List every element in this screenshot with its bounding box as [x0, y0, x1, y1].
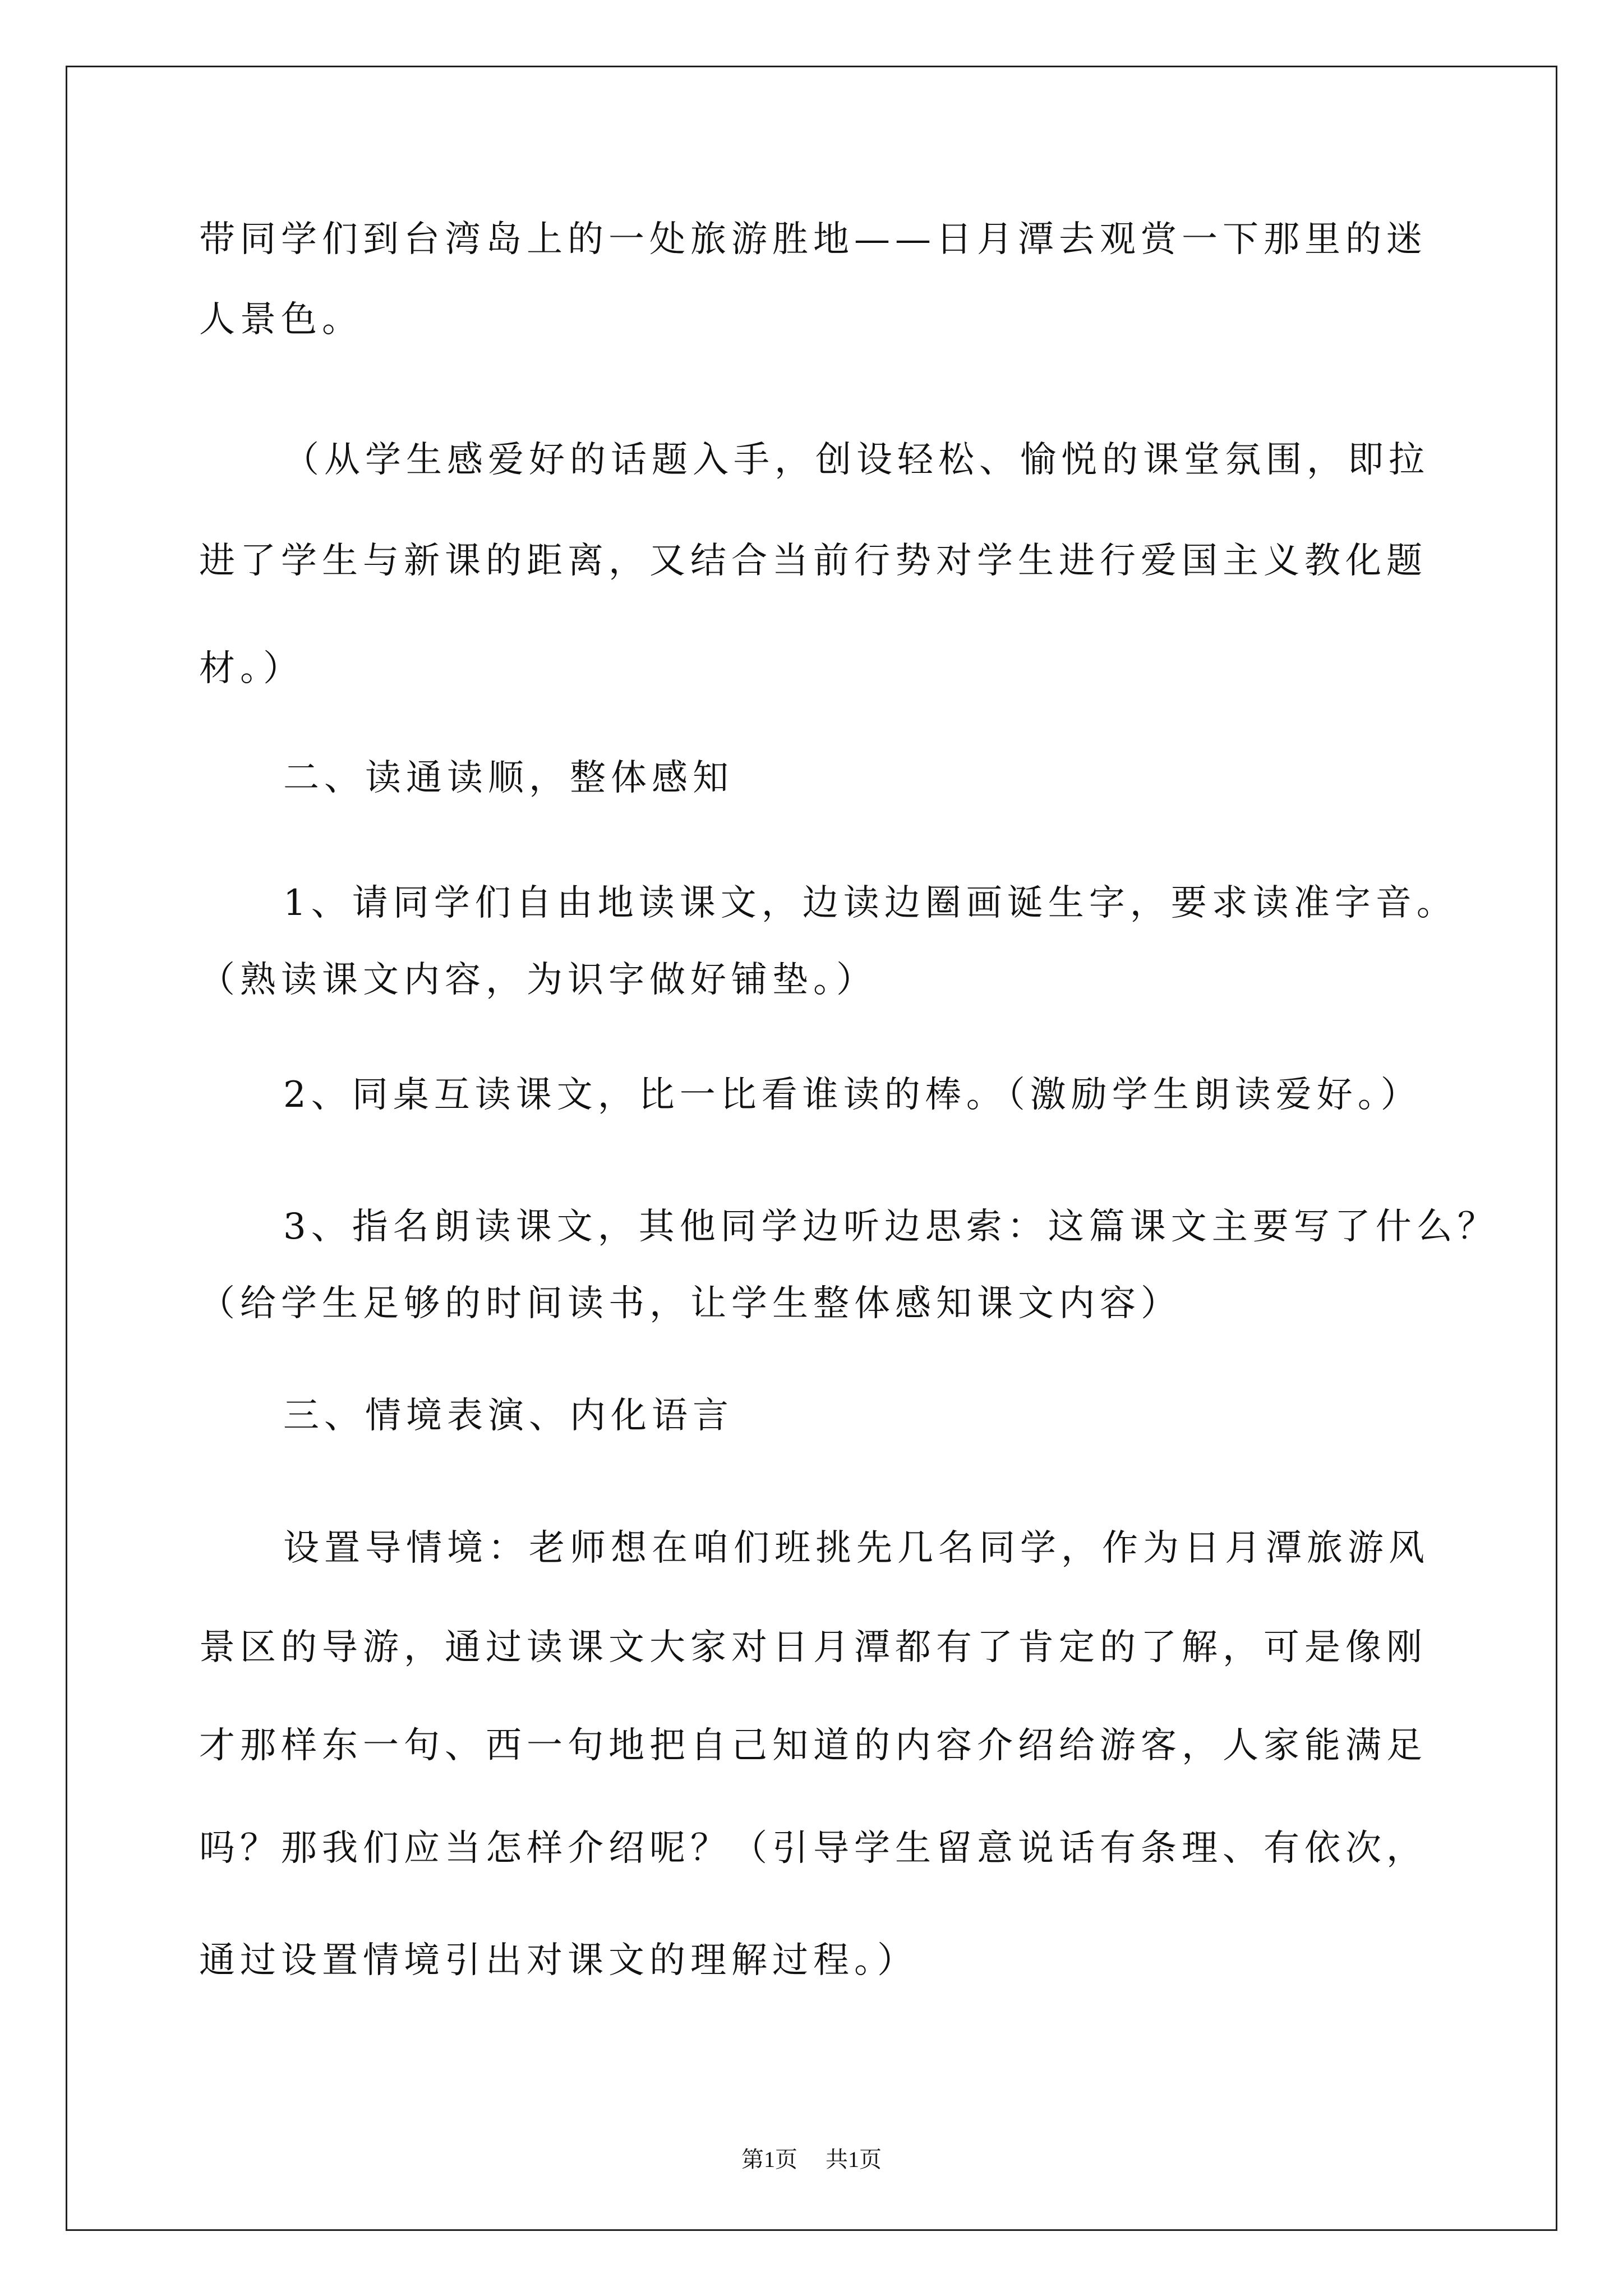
section-heading: 二、读通读顺，整体感知: [283, 757, 734, 799]
page-number: 第1页: [741, 2147, 797, 2172]
text-line: 景区的导游，通过读课文大家对日月潭都有了肯定的了解，可是像刚: [199, 1627, 1427, 1668]
text-line: 材。）: [199, 648, 304, 689]
text-line: 才那样东一句、西一句地把自己知道的内容介绍给游客，人家能满足: [199, 1725, 1427, 1766]
text-line: （从学生感爱好的话题入手，创设轻松、愉悦的课堂氛围，即拉: [283, 439, 1430, 481]
section-heading: 三、情境表演、内化语言: [283, 1395, 734, 1437]
text-line: （熟读课文内容，为识字做好铺垫。）: [199, 959, 877, 1001]
text-line: 3、指名朗读课文，其他同学边听边思索：这篇课文主要写了什么？: [283, 1206, 1498, 1248]
text-line: 人景色。: [199, 299, 363, 341]
text-line: 进了学生与新课的距离，又结合当前行势对学生进行爱国主义教化题: [199, 540, 1427, 582]
page-footer: [0, 2148, 1623, 2171]
text-line: 1、请同学们自由地读课文，边读边圈画诞生字，要求读准字音。: [283, 882, 1458, 924]
page-total: 共1页: [826, 2147, 882, 2172]
text-line: 通过设置情境引出对课文的理解过程。）: [199, 1940, 918, 1981]
text-line: 设置导情境：老师想在咱们班挑先几名同学，作为日月潭旅游风: [283, 1527, 1430, 1569]
text-line: 2、同桌互读课文，比一比看谁读的棒。（激励学生朗读爱好。）: [283, 1074, 1422, 1116]
text-line: 吗？那我们应当怎样介绍呢？（引导学生留意说话有条理、有依次，: [199, 1828, 1427, 1869]
page-border: [66, 66, 1557, 2231]
text-line: （给学生足够的时间读书，让学生整体感知课文内容）: [199, 1283, 1182, 1324]
text-line: 带同学们到台湾岛上的一处旅游胜地——日月潭去观赏一下那里的迷: [199, 219, 1427, 260]
